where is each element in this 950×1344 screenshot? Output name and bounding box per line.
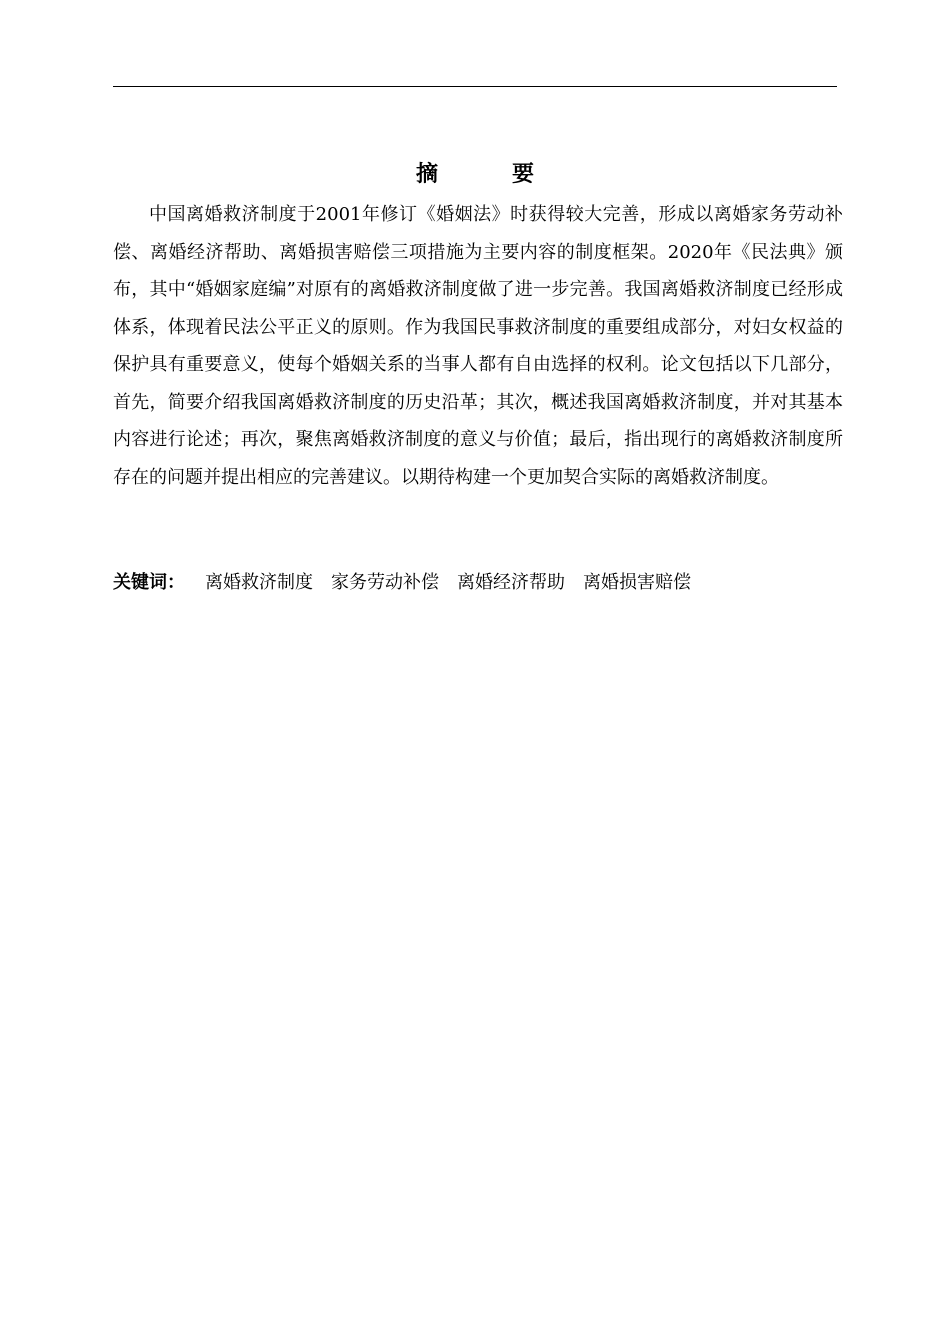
header-rule — [113, 86, 837, 87]
keyword-item: 离婚损害赔偿 — [583, 572, 691, 593]
keyword-item: 离婚经济帮助 — [457, 572, 565, 593]
keyword-item: 离婚救济制度 — [205, 572, 313, 593]
abstract-paragraph: 中国离婚救济制度于2001年修订《婚姻法》时获得较大完善，形成以离婚家务劳动补偿、离婚经济帮助、离婚损害赔偿三项措施为主要内容的制度框架。2020年《民法典》颁布，其中“婚姻家庭编”对原有的离婚救济制度做了进一步完善。我国离婚救济制度已经形成体系，体现着民法公平正义的原则。作为我国民事救济制度的重要组成部分，对妇女权益的保护具有重要意义，使每个婚姻关系的当事人都有自由选择的权利。论文包括以下几部分，首先，简要介绍我国离婚救济制度的历史沿革；其次，概述我国离婚救济制度，并对其基本内容进行论述；再次，聚焦离婚救济制度的意义与价值；最后，指出现行的离婚救济制度所存在的问题并提出相应的完善建议。以期待构建一个更加契合实际的离婚救济制度。 — [113, 204, 843, 488]
keywords-label: 关键词： — [113, 572, 185, 593]
keyword-item: 家务劳动补偿 — [331, 572, 439, 593]
keywords-line — [113, 567, 837, 599]
page-title: 摘 要 — [415, 162, 560, 187]
